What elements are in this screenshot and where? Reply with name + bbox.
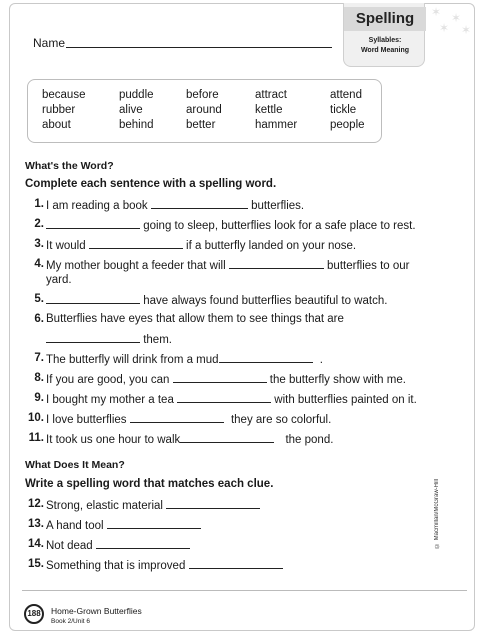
question-text: I am reading a book bbox=[46, 200, 148, 212]
spelling-subtitle-2: Word Meaning bbox=[360, 47, 410, 54]
word-bank-word: attract bbox=[255, 89, 287, 101]
name-line[interactable] bbox=[66, 47, 332, 48]
section-heading-meaning: What Does It Mean? bbox=[25, 459, 125, 471]
spelling-title: Spelling bbox=[344, 7, 426, 31]
question-number: 15. bbox=[28, 558, 44, 570]
answer-blank[interactable] bbox=[89, 238, 183, 249]
answer-blank[interactable] bbox=[166, 498, 260, 509]
word-bank-word: attend bbox=[330, 89, 362, 101]
question-text: if a butterfly landed on your nose. bbox=[186, 240, 357, 252]
spelling-subtitle-1: Syllables: bbox=[368, 37, 402, 44]
question-number: 12. bbox=[28, 498, 44, 510]
question-text: with butterflies painted on it. bbox=[274, 394, 417, 406]
question-text: The butterfly will drink from a mud bbox=[46, 354, 219, 366]
question-number: 14. bbox=[28, 538, 44, 550]
question-number: 1. bbox=[34, 198, 44, 210]
question-text: I love butterflies bbox=[46, 414, 127, 426]
word-bank-word: kettle bbox=[255, 104, 283, 116]
question-text: Something that is improved bbox=[46, 560, 186, 572]
question-number: 9. bbox=[34, 392, 44, 404]
question-number: 4. bbox=[34, 258, 44, 270]
question-text-line2: yard. bbox=[46, 274, 72, 286]
answer-blank[interactable] bbox=[46, 218, 140, 229]
word-bank-word: about bbox=[42, 119, 71, 131]
question-number: 13. bbox=[28, 518, 44, 530]
decorative-stars-icon: ✶ ✶ ✶ ✶ bbox=[431, 5, 472, 37]
answer-blank[interactable] bbox=[177, 392, 271, 403]
answer-blank[interactable] bbox=[180, 432, 274, 443]
answer-blank[interactable] bbox=[46, 293, 140, 304]
word-bank-word: tickle bbox=[330, 104, 357, 116]
word-bank-word: alive bbox=[119, 104, 143, 116]
section-heading-word: What's the Word? bbox=[25, 160, 114, 172]
question-text: butterflies. bbox=[251, 200, 305, 212]
question-text: . bbox=[319, 354, 323, 366]
question-text: have always found butterflies beautiful to watch. bbox=[143, 295, 388, 307]
question-text: Not dead bbox=[46, 540, 93, 552]
question-text: My mother bought a feeder that will bbox=[46, 260, 226, 272]
question-text: If you are good, you can bbox=[46, 374, 170, 386]
question-text: the butterfly show with me. bbox=[269, 374, 406, 386]
section-instruction-meaning: Write a spelling word that matches each clue. bbox=[25, 478, 274, 490]
answer-blank[interactable] bbox=[46, 332, 140, 343]
question-text: Butterflies have eyes that allow them to see things that are bbox=[46, 313, 344, 325]
name-label: Name bbox=[33, 36, 66, 50]
question-text: they are so colorful. bbox=[230, 414, 332, 426]
word-bank-word: better bbox=[186, 119, 216, 131]
question-text: butterflies to our bbox=[327, 260, 410, 272]
question-text: I bought my mother a tea bbox=[46, 394, 174, 406]
question-number: 11. bbox=[28, 432, 44, 444]
answer-blank[interactable] bbox=[130, 412, 224, 423]
footer-title: Home-Grown Butterflies bbox=[51, 606, 142, 616]
answer-blank[interactable] bbox=[189, 558, 283, 569]
question-number: 10. bbox=[28, 412, 44, 424]
question-number: 6. bbox=[34, 313, 44, 325]
word-bank bbox=[27, 79, 382, 143]
word-bank-word: before bbox=[186, 89, 219, 101]
spelling-tab bbox=[343, 3, 425, 67]
question-text: It took us one hour to walk bbox=[46, 434, 181, 446]
question-number: 7. bbox=[34, 352, 44, 364]
section-instruction-word: Complete each sentence with a spelling word. bbox=[25, 178, 277, 190]
copyright-notice: © Macmillan/McGraw-Hill bbox=[434, 478, 440, 548]
word-bank-word: because bbox=[42, 89, 86, 101]
question-text: Strong, elastic material bbox=[46, 500, 163, 512]
question-text: the pond. bbox=[285, 434, 334, 446]
answer-blank[interactable] bbox=[229, 258, 324, 269]
question-text-line2: them. bbox=[143, 334, 172, 346]
question-number: 5. bbox=[34, 293, 44, 305]
question-text: going to sleep, butterflies look for a safe place to rest. bbox=[143, 220, 416, 232]
answer-blank[interactable] bbox=[173, 372, 267, 383]
question-number: 3. bbox=[34, 238, 44, 250]
answer-blank[interactable] bbox=[219, 352, 313, 363]
answer-blank[interactable] bbox=[96, 538, 190, 549]
word-bank-word: people bbox=[330, 119, 365, 131]
question-number: 2. bbox=[34, 218, 44, 230]
word-bank-word: puddle bbox=[119, 89, 154, 101]
answer-blank[interactable] bbox=[107, 518, 201, 529]
footer-divider bbox=[22, 590, 467, 591]
page-number-badge: 188 bbox=[24, 604, 44, 624]
word-bank-word: hammer bbox=[255, 119, 298, 131]
question-number: 8. bbox=[34, 372, 44, 384]
question-text: A hand tool bbox=[46, 520, 104, 532]
word-bank-word: rubber bbox=[42, 104, 76, 116]
answer-blank[interactable] bbox=[151, 198, 248, 209]
footer-subtitle: Book 2/Unit 6 bbox=[51, 618, 91, 625]
question-text: It would bbox=[46, 240, 86, 252]
word-bank-word: behind bbox=[119, 119, 154, 131]
word-bank-word: around bbox=[186, 104, 222, 116]
